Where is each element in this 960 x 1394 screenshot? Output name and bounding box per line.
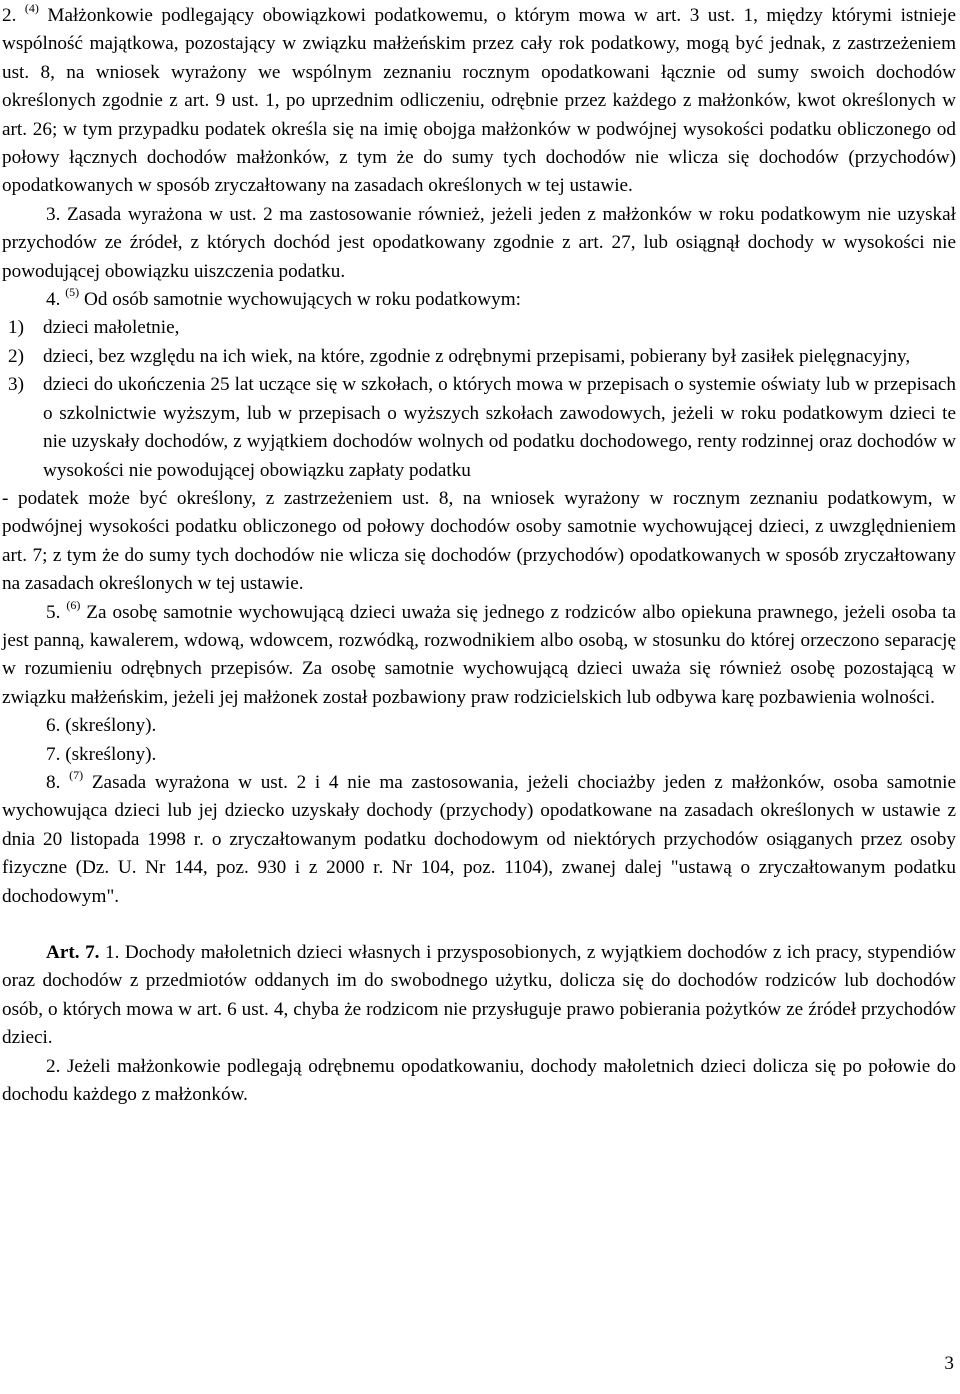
article-7-paragraph-1-text: 1. Dochody małoletnich dzieci własnych i przysposobionych, z wyjątkiem dochodów z ich pracy, stypendiów oraz dochodów z przedmiotów oddanych im do swobodnego użytku, dolicza się do dochodów rodziców lub dochodów osób, o których mowa w art. 6 ust. 4, chyba że rodzicom nie przysługuje prawo pobierania pożytków ze źródeł przychodów dzieci. xyxy=(2,942,957,1049)
paragraph-5-number: 5. xyxy=(46,601,61,623)
article-7-label: Art. 7. xyxy=(46,942,100,963)
list-item-text: dzieci, bez względu na ich wiek, na które, zgodnie z odrębnymi przepisami, pobierany był zasiłek pielęgnacyjny, xyxy=(43,345,911,367)
list-item xyxy=(2,314,956,342)
section-gap xyxy=(2,911,956,939)
paragraph-2-number: 2. xyxy=(2,5,17,26)
paragraph-8-number: 8. xyxy=(46,771,61,793)
footnote-ref-4: (4) xyxy=(24,1,39,15)
paragraph-2-text: Małżonkowie podlegający obowiązkowi podatkowemu, o którym mowa w art. 3 ust. 1, między którymi istnieje wspólność majątkowa, pozostający w związku małżeńskim przez cały rok podatkowy, mogą być jednak, z zastrzeżeniem ust. 8, na wniosek wyrażony we wspólnym zeznaniu rocznym opodatkowani łącznie od sumy swoich dochodów określonych zgodnie z art. 9 ust. 1, po uprzednim odliczeniu, odrębnie przez każdego z małżonków, kwot określonych w art. 26; w tym przypadku podatek określa się na imię obojga małżonków w podwójnej wysokości podatku obliczonego od połowy łącznych dochodów małżonków, z tym że do sumy tych dochodów nie wlicza się dochodów (przychodów) opodatkowanych w sposób zryczałtowany na zasadach określonych w tej ustawie. xyxy=(2,5,956,197)
paragraph-8 xyxy=(2,769,956,911)
list-item-text: dzieci małoletnie, xyxy=(43,317,180,339)
paragraph-4-outro: - podatek może być określony, z zastrzeżeniem ust. 8, na wniosek wyrażony w rocznym zeznaniu podatkowym, w podwójnej wysokości podatku obliczonego od połowy dochodów osoby samotnie wychowującej dzieci, z uwzględnieniem art. 7; z tym że do sumy tych dochodów nie wlicza się dochodów (przychodów) opodatkowanych w sposób zryczałtowany na zasadach określonych w tej ustawie. xyxy=(2,487,956,595)
paragraph-7: 7. (skreślony). xyxy=(46,743,157,765)
article-7-paragraph-1 xyxy=(2,939,956,1053)
footnote-ref-6: (6) xyxy=(66,597,81,612)
footnote-ref-5: (5) xyxy=(65,285,80,300)
list-item-number: 1) xyxy=(8,317,24,339)
paragraph-5-text: Za osobę samotnie wychowującą dzieci uważa się jednego z rodziców albo opiekuna prawnego, jeżeli osoba ta jest panną, kawalerem, wdową, wdowcem, rozwódką, rozwodnikiem albo osobą, w stosunku do której orzeczono separację w rozumieniu odrębnych przepisów. Za osobę samotnie wychowującą dzieci uważa się również osobę pozostającą w związku małżeńskim, jeżeli jej małżonek został pozbawiony praw rodzicielskich lub odbywa karę pozbawienia wolności. xyxy=(2,601,957,708)
paragraph-2 xyxy=(2,2,956,201)
footnote-ref-7: (7) xyxy=(69,767,84,782)
list-item-number: 3) xyxy=(8,374,24,396)
paragraph-4-intro xyxy=(2,286,956,314)
list-item-number: 2) xyxy=(8,345,24,367)
list-item xyxy=(2,343,956,371)
page-number: 3 xyxy=(944,1353,954,1374)
article-7-paragraph-2: 2. Jeżeli małżonkowie podlegają odrębnemu opodatkowaniu, dochody małoletnich dzieci dolicza się po połowie do dochodu każdego z małżonków. xyxy=(2,1055,956,1106)
paragraph-6: 6. (skreślony). xyxy=(46,715,157,737)
paragraph-8-text: Zasada wyrażona w ust. 2 i 4 nie ma zastosowania, jeżeli chociażby jeden z małżonków, osoba samotnie wychowująca dzieci lub jej dziecko uzyskały dochody (przychody) opodatkowane na zasadach określonych w ustawie z dnia 20 listopada 1998 r. o zryczałtowanym podatku dochodowym od niektórych przychodów osiąganych przez osoby fizyczne (Dz. U. Nr 144, poz. 930 i z 2000 r. Nr 104, poz. 1104), zwanej dalej "ustawą o zryczałtowanym podatku dochodowym". xyxy=(2,771,957,907)
list-item-text: dzieci do ukończenia 25 lat uczące się w szkołach, o których mowa w przepisach o systemie oświaty lub w przepisach o szkolnictwie wyższym, lub w przepisach o wyższych szkołach zawodowych, jeżeli w roku podatkowym dzieci te nie uzyskały dochodów, z wyjątkiem dochodów wolnych od podatku dochodowego, renty rodzinnej oraz dochodów w wysokości nie powodującej obowiązku zapłaty podatku xyxy=(43,374,956,481)
paragraph-4-number: 4. xyxy=(46,289,61,311)
list-item xyxy=(2,371,956,485)
paragraph-3: 3. Zasada wyrażona w ust. 2 ma zastosowanie również, jeżeli jeden z małżonków w roku podatkowym nie uzyskał przychodów ze źródeł, z których dochód jest opodatkowany zgodnie z art. 27, lub osiągnął dochody w wysokości nie powodującej obowiązku uiszczenia podatku. xyxy=(2,203,956,282)
enumeration-list xyxy=(2,314,956,484)
paragraph-4-intro-text: Od osób samotnie wychowujących w roku podatkowym: xyxy=(83,289,521,311)
paragraph-5 xyxy=(2,599,956,713)
